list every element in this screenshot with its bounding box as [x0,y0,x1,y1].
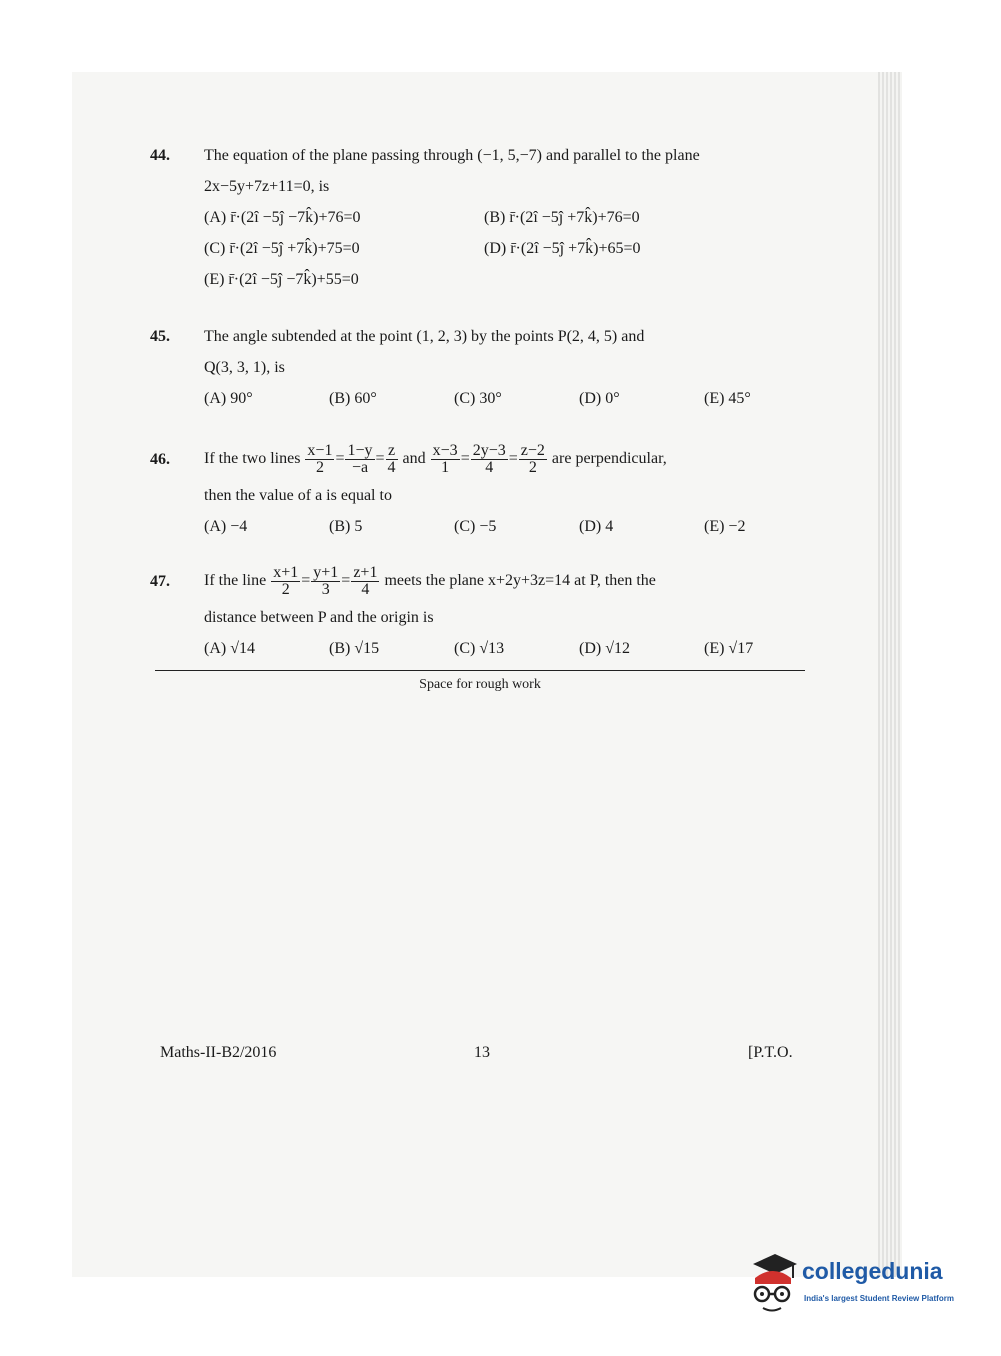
brand-tagline: India's largest Student Review Platform [804,1294,954,1303]
stem-suffix: meets the plane x+2y+3z=14 at P, then the [384,572,656,589]
option-e: (E) 45° [704,390,751,407]
option-e: (E) −2 [704,518,746,535]
paper-code: Maths-II-B2/2016 [160,1044,277,1061]
mascot-icon [745,1250,801,1316]
option-b: (B) √15 [329,640,380,657]
question-46 [150,438,810,542]
stem-prefix: If the line [204,572,267,589]
collegedunia-watermark [745,1250,975,1316]
question-44 [150,140,810,295]
denominator: −a [351,458,369,476]
numerator: x−3 [432,441,458,459]
option-d: (D) r̄·(2î −5ĵ +7k̂)+65=0 [484,240,641,257]
denominator: 2 [528,458,537,476]
option-c: (C) r̄·(2î −5ĵ +7k̂)+75=0 [204,240,360,257]
denominator: 1 [441,458,450,476]
denominator: 3 [321,580,330,598]
numerator: z [386,443,398,460]
and-word: and [402,450,426,467]
question-stem: The equation of the plane passing through (−1, 5,−7) and parallel to the plane [204,147,700,164]
option-c: (C) √13 [454,640,505,657]
numerator: y+1 [313,563,339,581]
numerator: z−2 [520,441,545,459]
option-a: (A) r̄·(2î −5ĵ −7k̂)+76=0 [204,209,361,226]
question-number: 45. [150,328,170,345]
option-d: (D) 4 [579,518,614,535]
question-number: 44. [150,147,170,164]
option-a: (A) −4 [204,518,248,535]
question-stem: If the line $\frac{x+1}{2}$ = $\frac{y+1}{3}$ = $\frac{z+1}{4}$ meets the plane x+2y+3z=14 at P, then the [204,563,656,598]
rough-work-label: Space for rough work [419,677,541,692]
option-b: (B) 60° [329,390,377,407]
denominator: 2 [281,580,290,598]
question-45 [150,321,810,414]
option-c: (C) 30° [454,390,502,407]
fraction [431,443,460,476]
fraction [471,443,508,476]
denominator: 2 [315,458,324,476]
fraction [351,565,379,598]
brand-name: collegedunia [802,1258,943,1284]
divider-line [155,670,805,671]
question-stem-line2: Q(3, 3, 1), is [204,359,285,376]
question-stem: The angle subtended at the point (1, 2, 3) by the points P(2, 4, 5) and [204,328,645,345]
fraction [519,443,547,476]
numerator: 2y−3 [472,441,506,459]
question-number: 47. [150,573,170,590]
question-stem-line2: then the value of a is equal to [204,487,392,504]
page-edge-stack [878,72,902,1277]
question-stem-line2: 2x−5y+7z+11=0, is [204,178,330,195]
numerator: 1−y [347,441,373,459]
option-a: (A) 90° [204,390,253,407]
fraction [305,443,334,476]
option-e: (E) r̄·(2î −5ĵ −7k̂)+55=0 [204,271,359,288]
option-d: (D) 0° [579,390,620,407]
question-47 [150,560,810,664]
numerator: x+1 [273,563,299,581]
option-b: (B) r̄·(2î −5ĵ +7k̂)+76=0 [484,209,640,226]
denominator: 4 [361,580,370,598]
stem-prefix: If the two lines [204,450,301,467]
option-a: (A) √14 [204,640,255,657]
question-number: 46. [150,451,170,468]
option-d: (D) √12 [579,640,630,657]
page-number: 13 [474,1044,490,1061]
numerator: x−1 [307,441,333,459]
question-stem: If the two lines $\frac{x-1}{2}$ = $\frac{1-y}{-a}$ = $\frac{z}{4}$ and $\frac{x-3}{1}$ = $\frac{2y-3}{4}$ = $\frac{z-2}{2}$ are perpendicular, [204,441,667,476]
denominator: 4 [485,458,494,476]
stem-suffix: are perpendicular, [551,450,667,467]
fraction [271,565,300,598]
pto-marker: [P.T.O. [748,1044,793,1061]
fraction [345,443,374,476]
question-stem-line2: distance between P and the origin is [204,609,434,626]
denominator: 4 [387,458,396,476]
option-c: (C) −5 [454,518,497,535]
numerator: z+1 [353,563,378,581]
option-e: (E) √17 [704,640,754,657]
option-b: (B) 5 [329,518,363,535]
fraction [311,565,340,598]
fraction [386,443,398,476]
